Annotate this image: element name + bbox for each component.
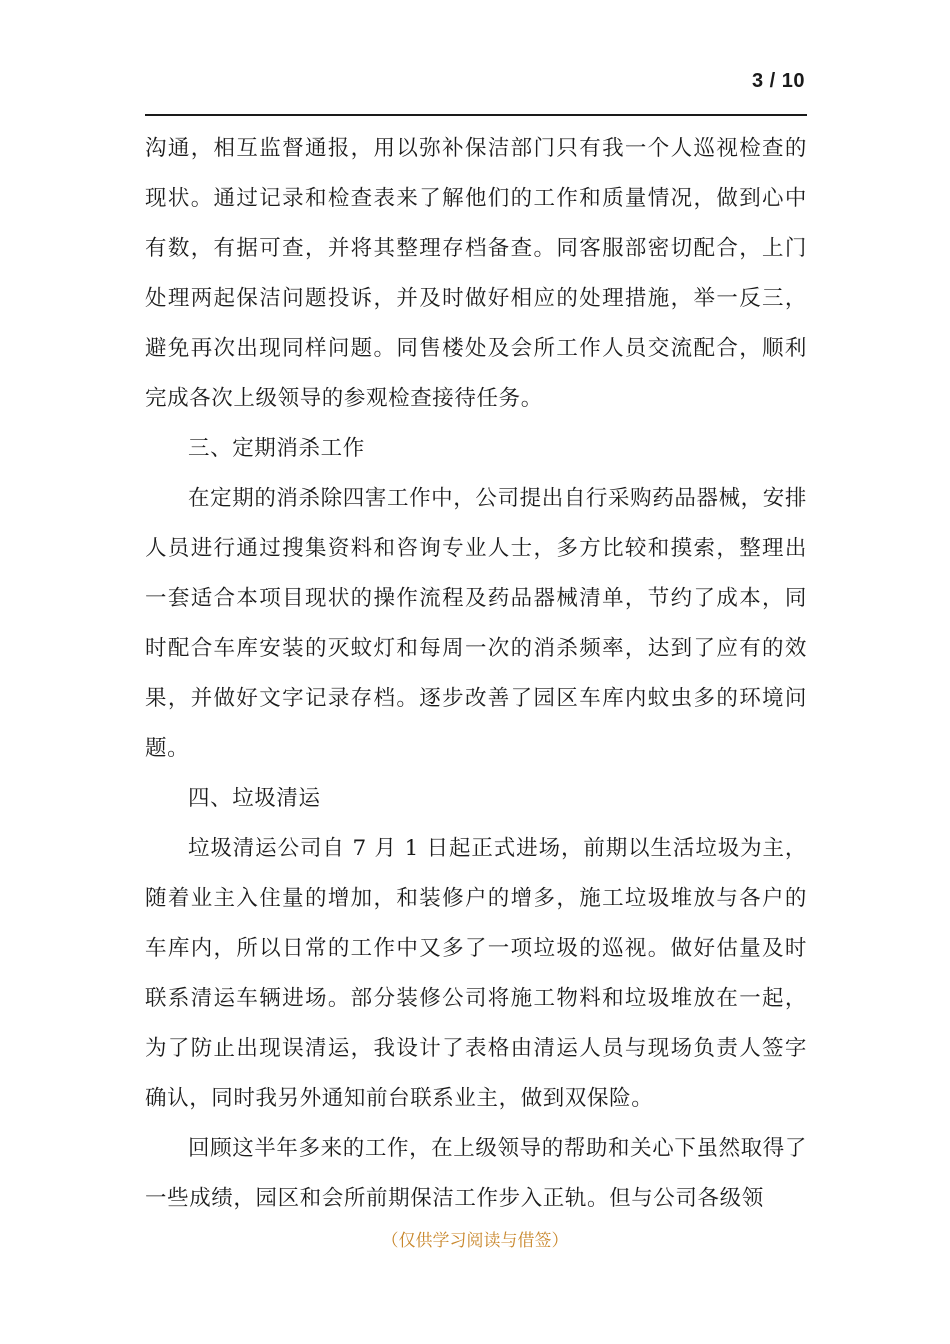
page-number: 3 / 10 bbox=[751, 70, 805, 92]
paragraph: 回顾这半年多来的工作，在上级领导的帮助和关心下虽然取得了一些成绩，园区和会所前期保洁工作步入正轨。但与公司各级领 bbox=[145, 1136, 807, 1211]
section-heading-3: 三、定期消杀工作 bbox=[188, 436, 365, 461]
footer-note: （仅供学习阅读与借签） bbox=[381, 1231, 569, 1251]
document-body bbox=[145, 124, 807, 1224]
paragraph: 垃圾清运公司自 7 月 1 日起正式进场，前期以生活垃圾为主，随着业主入住量的增加，和装修户的增多，施工垃圾堆放与各户的车库内，所以日常的工作中又多了一项垃圾的巡视。做好估量及时联系清运车辆进场。部分装修公司将施工物料和垃圾堆放在一起，为了防止出现误清运，我设计了表格由清运人员与现场负责人签字确认，同时我另外通知前台联系业主，做到双保险。 bbox=[145, 836, 807, 1111]
paragraph: 沟通，相互监督通报，用以弥补保洁部门只有我一个人巡视检查的现状。通过记录和检查表来了解他们的工作和质量情况，做到心中有数，有据可查，并将其整理存档备查。同客服部密切配合，上门处理两起保洁问题投诉，并及时做好相应的处理措施，举一反三，避免再次出现同样问题。同售楼处及会所工作人员交流配合，顺利完成各次上级领导的参观检查接待任务。 bbox=[145, 136, 807, 411]
section-heading-4: 四、垃圾清运 bbox=[188, 786, 321, 811]
paragraph: 在定期的消杀除四害工作中，公司提出自行采购药品器械，安排人员进行通过搜集资料和咨询专业人士，多方比较和摸索，整理出一套适合本项目现状的操作流程及药品器械清单，节约了成本，同时配合车库安装的灭蚊灯和每周一次的消杀频率，达到了应有的效果，并做好文字记录存档。逐步改善了园区车库内蚊虫多的环境问题。 bbox=[145, 486, 807, 761]
header-divider bbox=[145, 114, 807, 116]
